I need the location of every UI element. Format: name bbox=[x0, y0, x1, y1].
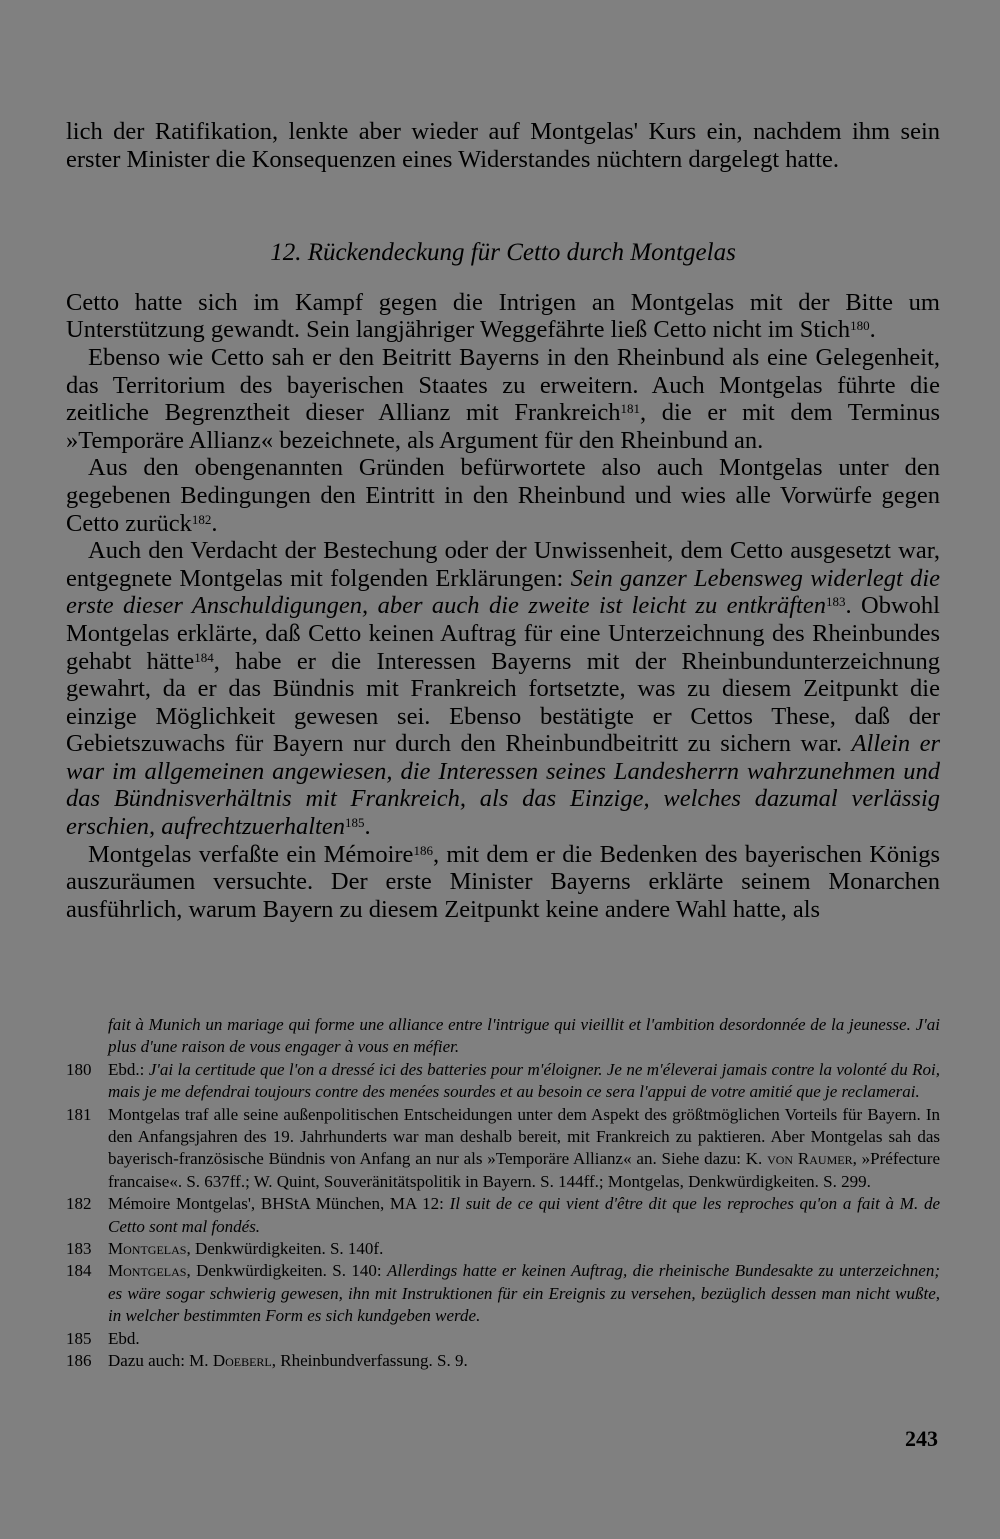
footnote-181: 181 Montgelas traf alle seine außenpolitischen Entscheidungen unter dem Aspekt des größtmöglichen Vorteils für Bayern. In den Anfangsjahren des 19. Jahrhunderts war man deshalb bereit, mit Frankreich zu paktieren. Aber Montgelas sah das bayerisch-französische Bündnis von Anfang an nur als »Temporäre Allianz« an. Siehe dazu: K. von Raumer, »Préfecture francaise«. S. 637ff.; W. Quint, Souveränitätspolitik in Bayern. S. 144ff.; Montgelas, Denkwürdigkeiten. S. 299. bbox=[66, 1104, 940, 1194]
main-text bbox=[66, 118, 940, 923]
footnote-182: 182 Mémoire Montgelas', BHStA München, MA 12: Il suit de ce qui vient d'être dit que les reproches qu'on a fait à M. de Cetto sont mal fondés. bbox=[66, 1193, 940, 1238]
footnote-number: 183 bbox=[66, 1239, 92, 1259]
footnote-number: 181 bbox=[66, 1104, 92, 1124]
page-number: 243 bbox=[905, 1426, 938, 1451]
footnote-ref-186: 186 bbox=[413, 842, 433, 858]
footnote-185: 185 Ebd. bbox=[66, 1328, 940, 1350]
footnote-number: 182 bbox=[66, 1194, 92, 1214]
footnote-number: 184 bbox=[66, 1261, 92, 1281]
section-heading: 12. Rückendeckung für Cetto durch Montgelas bbox=[270, 239, 736, 267]
paragraph-5: Montgelas verfaßte ein Mémoire$^{186}$, mit dem er die Bedenken des bayerischen Königs auszuräumen versuchte. Der erste Minister Bayerns erklärte seinem Monarchen ausführlich, warum Bayern zu diesem Zeitpunkt keine andere Wahl hatte, als bbox=[66, 840, 940, 923]
footnote-number: 186 bbox=[66, 1351, 92, 1371]
paragraph-3: Aus den obengenannten Gründen befürwortete also auch Montgelas unter den gegebenen Bedingungen den Eintritt in den Rheinbund und wies alle Vorwürfe gegen Cetto zurück$^{182}$. bbox=[66, 454, 940, 537]
footnote-ref-180: 180 bbox=[850, 318, 870, 334]
footnote-continuation: fait à Munich un mariage qui forme une alliance entre l'intrigue qui vieillit et l'ambition desordonnée de la jeunesse. J'ai plus d'une raison de vous engager à vous en méfier. bbox=[108, 1015, 940, 1057]
footnote-180: 180 Ebd.: J'ai la certitude que l'on a dressé ici des batteries pour m'éloigner. Je ne m'éleverai jamais contre la volonté du Roi, mais je me defendrai toujours contre des menées sourdes et au besoin ce sera l'appui de votre amitié que je reclamerai. bbox=[66, 1059, 940, 1104]
footnote-ref-183: 183 bbox=[825, 594, 846, 610]
footnote-ref-184: 184 bbox=[194, 649, 214, 665]
footnote-number: 185 bbox=[66, 1328, 92, 1348]
footnote-number: 180 bbox=[66, 1059, 92, 1079]
footnote-184: 184 Montgelas, Denkwürdigkeiten. S. 140: Allerdings hatte er keinen Auftrag, die rheinische Bundesakte zu unterzeichnen; es wäre sogar schwierig gewesen, ihn mit Instruktionen für ein Ereignis zu versehen, bezüglich dessen man nicht wußte, in welcher bestimmten Form es sich kundgeben werde. bbox=[66, 1260, 940, 1327]
footnote-ref-185: 185 bbox=[344, 815, 365, 831]
paragraph-4: Auch den Verdacht der Bestechung oder der Unwissenheit, dem Cetto ausgesetzt war, entgegnete Montgelas mit folgenden Erklärungen: Sein ganzer Lebensweg widerlegt die erste dieser Anschuldigungen, aber auch die zweite ist leicht zu entkräften$^{183}$. Obwohl Montgelas erklärte, daß Cetto keinen Auftrag für eine Unterzeichnung des Rheinbundes gehabt hätte$^{184}$, habe er die Interessen Bayerns mit der Rheinbundunterzeichnung gewahrt, da er das Bündnis mit Frankreich fortsetzte, was zu diesem Zeitpunkt die einzige Möglichkeit gewesen sei. Ebenso bestätigte er Cettos These, daß der Gebietszuwachs für Bayern nur durch den Rheinbundbeitritt zu sichern war. Allein er war im allgemeinen angewiesen, die Interessen seines Landesherrn wahrzunehmen und das Bündnisverhältnis mit Frankreich, als das Einzige, welches dazumal verlässig erschien, aufrechtzuerhalten$^{185}$. bbox=[66, 537, 941, 841]
footnote-183: 183 Montgelas, Denkwürdigkeiten. S. 140f. bbox=[66, 1238, 940, 1260]
footnote-186: 186 Dazu auch: M. Doeberl, Rheinbundverfassung. S. 9. bbox=[66, 1350, 940, 1372]
footnote-ref-182: 182 bbox=[191, 511, 212, 527]
quote-2: Allein er war im allgemeinen angewiesen, die Interessen seines Landesherrn wahrzunehmen und das Bündnisverhältnis mit Frankreich, als das Einzige, welches dazumal verlässig erschien, aufrechtzuerhalten bbox=[66, 730, 940, 841]
paragraph-continuation: lich der Ratifikation, lenkte aber wieder auf Montgelas' Kurs ein, nachdem ihm sein erster Minister die Konsequenzen eines Widerstandes nüchtern dargelegt hatte. bbox=[66, 118, 940, 173]
quote-1: Sein ganzer Lebensweg widerlegt die erste dieser Anschuldigungen, aber auch die zweite ist leicht zu entkräften bbox=[66, 564, 940, 620]
paragraph-2: Ebenso wie Cetto sah er den Beitritt Bayerns in den Rheinbund als eine Gelegenheit, das Territorium des bayerischen Staates zu erweitern. Auch Montgelas führte die zeitliche Begrenztheit dieser Allianz mit Frankreich$^{181}$, die er mit dem Terminus »Temporäre Allianz« bezeichnete, als Argument für den Rheinbund an. bbox=[66, 343, 940, 454]
paragraph-1: Cetto hatte sich im Kampf gegen die Intrigen an Montgelas mit der Bitte um Unterstützung gewandt. Sein langjähriger Weggefährte ließ Cetto nicht im Stich$^{180}$. bbox=[66, 288, 940, 344]
footnote-ref-181: 181 bbox=[620, 401, 640, 417]
footnotes bbox=[66, 1014, 940, 1373]
